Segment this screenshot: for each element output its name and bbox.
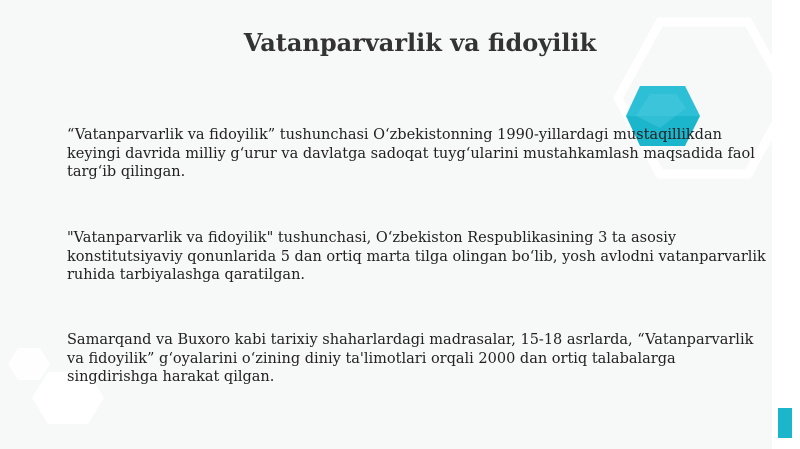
paragraph-1: “Vatanparvarlik va fidoyilik” tushunchasi O‘zbekistonning 1990-yillardagi mustaqillikdan keyingi davrida milliy g‘urur va davlatga sadoqat tuyg‘ularini mustahkamlash maqsadida faol targ‘ib qilingan. bbox=[67, 127, 755, 180]
right-margin-strip bbox=[772, 0, 800, 449]
paragraph-2: "Vatanparvarlik va fidoyilik" tushunchasi, O‘zbekiston Respublikasining 3 ta asosiy konstitutsiyaviy qonunlarida 5 dan ortiq marta tilga olingan bo‘lib, yosh avlodni vatanparvarlik ruhida tarbiyalashga qaratilgan. bbox=[67, 230, 766, 283]
hexagon-faint-bottom-left-2-icon bbox=[8, 348, 50, 380]
edge-tab-icon bbox=[778, 408, 792, 438]
paragraph-3: Samarqand va Buxoro kabi tarixiy shaharlardagi madrasalar, 15-18 asrlarda, “Vatanparvarlik va fidoyilik” g‘oyalarini o‘zining diniy ta'limotlari orqali 2000 dan ortiq talabalarga singdirishga harakat qilgan. bbox=[67, 332, 754, 385]
slide-title: Vatanparvarlik va fidoyilik bbox=[243, 28, 597, 57]
